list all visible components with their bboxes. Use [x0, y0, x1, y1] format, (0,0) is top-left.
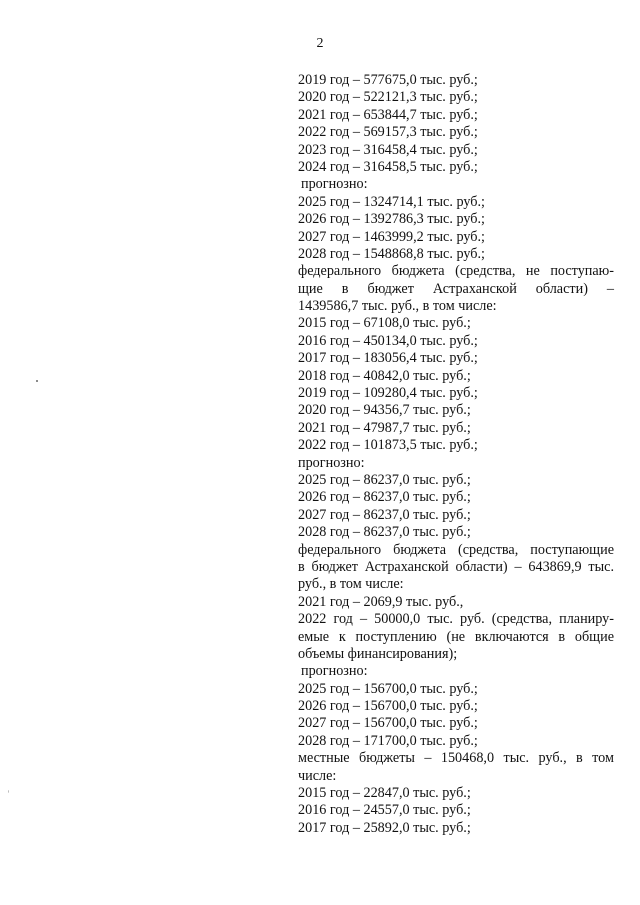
text-line: в бюджет Астраханской области) – 643869,9 тыс. — [298, 558, 614, 575]
text-line: 2027 год – 1463999,2 тыс. руб.; — [298, 228, 485, 245]
text-line: числе: — [298, 767, 337, 784]
text-line: 2022 год – 101873,5 тыс. руб.; — [298, 437, 478, 454]
text-line: руб., в том числе: — [298, 576, 404, 593]
text-line: 2028 год – 171700,0 тыс. руб.; — [298, 732, 478, 749]
text-line: федерального бюджета (средства, не поступаю- — [298, 263, 614, 280]
text-line: 2022 год – 50000,0 тыс. руб. (средства, планиру- — [298, 611, 614, 628]
text-line: 2021 год – 653844,7 тыс. руб.; — [298, 106, 478, 123]
text-line: федерального бюджета (средства, поступающие — [298, 541, 614, 558]
text-line: прогнозно: — [301, 176, 368, 193]
text-line: 2028 год – 86237,0 тыс. руб.; — [298, 524, 471, 541]
text-line: прогнозно: — [298, 454, 365, 471]
page-number: 2 — [316, 36, 324, 51]
text-line: 2020 год – 94356,7 тыс. руб.; — [298, 402, 471, 419]
text-line: 2025 год – 1324714,1 тыс. руб.; — [298, 193, 485, 210]
text-line: 2026 год – 86237,0 тыс. руб.; — [298, 489, 471, 506]
text-line: 2018 год – 40842,0 тыс. руб.; — [298, 367, 471, 384]
text-line: 2025 год – 156700,0 тыс. руб.; — [298, 680, 478, 697]
text-line: 2025 год – 86237,0 тыс. руб.; — [298, 471, 471, 488]
financing-text-column — [298, 72, 614, 837]
text-line: 2019 год – 109280,4 тыс. руб.; — [298, 385, 478, 402]
text-line: 2016 год – 450134,0 тыс. руб.; — [298, 332, 478, 349]
text-line: местные бюджеты – 150468,0 тыс. руб., в том — [298, 750, 614, 767]
text-line: 2027 год – 86237,0 тыс. руб.; — [298, 506, 471, 523]
text-line: 2022 год – 569157,3 тыс. руб.; — [298, 124, 478, 141]
text-line: 2024 год – 316458,5 тыс. руб.; — [298, 158, 478, 175]
text-line: 2023 год – 316458,4 тыс. руб.; — [298, 141, 478, 158]
text-line: 2015 год – 67108,0 тыс. руб.; — [298, 315, 471, 332]
text-line: емые к поступлению (не включаются в общие — [298, 628, 614, 645]
scan-speck — [36, 380, 38, 382]
text-line: 2028 год – 1548868,8 тыс. руб.; — [298, 245, 485, 262]
text-line: 2026 год – 156700,0 тыс. руб.; — [298, 698, 478, 715]
text-line: 2017 год – 183056,4 тыс. руб.; — [298, 350, 478, 367]
text-line: 2019 год – 577675,0 тыс. руб.; — [298, 72, 478, 88]
text-line: 2015 год – 22847,0 тыс. руб.; — [298, 785, 471, 802]
text-line: 2027 год – 156700,0 тыс. руб.; — [298, 715, 478, 732]
text-line: 1439586,7 тыс. руб., в том числе: — [298, 298, 497, 315]
text-line: 2021 год – 47987,7 тыс. руб.; — [298, 419, 471, 436]
text-line: прогнозно: — [301, 663, 368, 680]
text-line: объемы финансирования); — [298, 645, 458, 662]
text-line: 2017 год – 25892,0 тыс. руб.; — [298, 819, 471, 836]
text-line: щие в бюджет Астраханской области) – — [298, 280, 614, 297]
text-line: 2020 год – 522121,3 тыс. руб.; — [298, 89, 478, 106]
text-line: 2026 год – 1392786,3 тыс. руб.; — [298, 211, 485, 228]
text-line: 2016 год – 24557,0 тыс. руб.; — [298, 802, 471, 819]
text-line: 2021 год – 2069,9 тыс. руб., — [298, 593, 464, 610]
scan-speck — [8, 790, 9, 793]
